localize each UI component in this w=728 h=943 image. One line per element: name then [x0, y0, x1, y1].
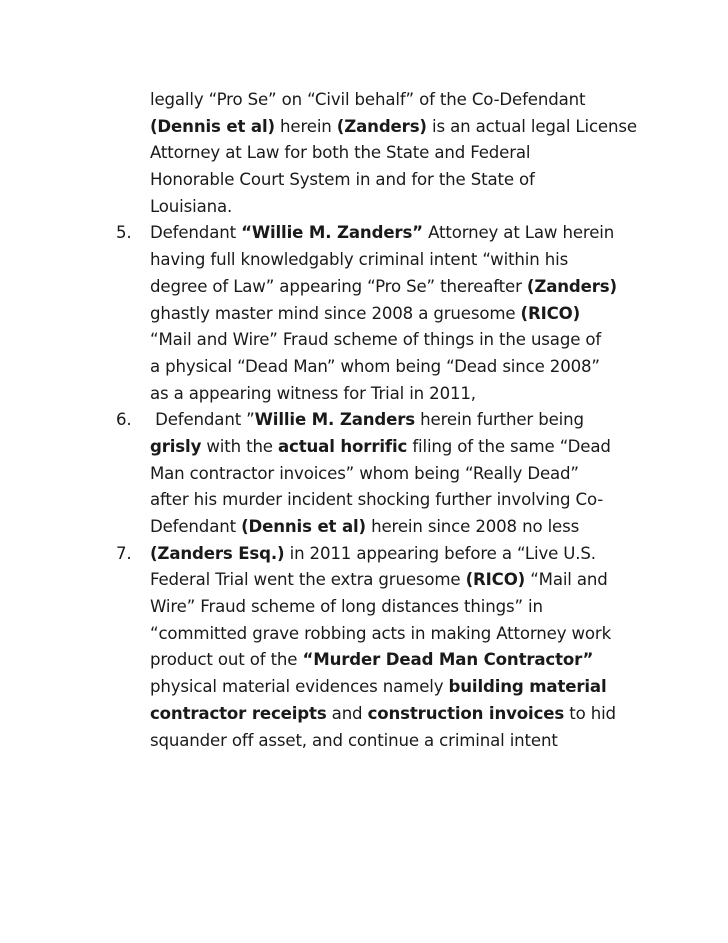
bold-text-run: (Zanders) [336, 116, 427, 136]
text-line [116, 647, 696, 674]
list-item-first-line [116, 541, 696, 568]
text-line [116, 487, 696, 514]
text-line [116, 728, 696, 755]
text-line [116, 674, 696, 701]
text-line [116, 167, 696, 194]
bold-text-run: Willie M. Zanders [254, 410, 416, 430]
text-run: a physical “Dead Man” whom being “Dead since 2008” [150, 356, 600, 376]
text-line [116, 247, 696, 274]
bold-text-run: (Zanders Esq.) [150, 543, 285, 563]
bold-text-run: (RICO) [465, 570, 526, 590]
text-run: “Mail and [525, 570, 608, 590]
text-run: Federal Trial went the extra gruesome [150, 570, 466, 590]
text-run: herein [274, 116, 337, 136]
text-run: Attorney at Law for both the State and Federal [150, 143, 531, 163]
text-run: in 2011 appearing before a “Live U.S. [284, 543, 596, 563]
text-line [116, 327, 696, 354]
text-run: and [326, 703, 368, 723]
text-line [116, 87, 696, 114]
bold-text-run: grisly [150, 436, 202, 456]
text-line [116, 434, 696, 461]
text-line [116, 567, 696, 594]
bold-text-run: (RICO) [520, 303, 581, 323]
list-item-number: 6. [116, 410, 132, 430]
text-run: with the [201, 436, 278, 456]
text-run: legally “Pro Se” on “Civil behalf” of the Co-Defendant [150, 90, 586, 109]
text-run: after his murder incident shocking further involving Co- [150, 490, 604, 510]
text-run: ghastly master mind since 2008 a gruesome [150, 303, 521, 323]
text-line [116, 514, 696, 541]
bold-text-run: contractor receipts [150, 703, 327, 723]
bold-text-run: construction invoices [367, 703, 565, 723]
text-line [116, 381, 696, 408]
text-run: as a appearing witness for Trial in 2011, [150, 383, 476, 403]
text-run: Defendant ” [150, 410, 255, 430]
text-run: Attorney at Law herein [422, 223, 615, 243]
bold-text-run: (Dennis et al) [150, 116, 275, 136]
text-run: to hid [564, 703, 616, 723]
text-run: Wire” Fraud scheme of long distances things” in [150, 597, 543, 617]
text-run: “Mail and Wire” Fraud scheme of things in the usage of [150, 330, 602, 350]
bold-text-run: “Murder Dead Man Contractor” [302, 650, 594, 670]
text-line [116, 194, 696, 221]
text-run: Louisiana. [150, 196, 233, 216]
bold-text-run: “Willie M. Zanders” [241, 223, 423, 243]
bold-text-run: building material [448, 677, 607, 697]
bold-text-run: (Dennis et al) [241, 517, 366, 536]
bold-text-run: (Zanders) [526, 276, 617, 296]
text-run: herein further being [415, 410, 584, 430]
bold-text-run: actual horrific [278, 436, 408, 456]
text-run: Defendant [150, 223, 242, 243]
text-run: herein since 2008 no less [365, 517, 580, 536]
text-run: squander off asset, and continue a criminal intent [150, 730, 558, 750]
text-run: physical material evidences namely [150, 677, 449, 697]
text-line [116, 114, 696, 141]
list-item-first-line [116, 220, 696, 247]
text-line [116, 594, 696, 621]
list-item-first-line [116, 407, 696, 434]
document-body [116, 87, 696, 754]
text-run: Defendant [150, 517, 242, 536]
text-line [116, 140, 696, 167]
text-run: product out of the [150, 650, 303, 670]
text-run: Honorable Court System in and for the State of [150, 170, 535, 190]
text-line [116, 701, 696, 728]
text-line [116, 274, 696, 301]
list-item-number: 7. [116, 543, 132, 563]
text-run: degree of Law” appearing “Pro Se” thereafter [150, 276, 527, 296]
text-run: having full knowledgably criminal intent “within his [150, 250, 569, 270]
text-line [116, 461, 696, 488]
text-run: “committed grave robbing acts in making Attorney work [150, 623, 612, 643]
text-line [116, 301, 696, 328]
text-run: filing of the same “Dead [407, 436, 611, 456]
text-line [116, 354, 696, 381]
text-run: Man contractor invoices” whom being “Really Dead” [150, 463, 579, 483]
text-run: is an actual legal License [426, 116, 637, 136]
text-line [116, 621, 696, 648]
list-item-number: 5. [116, 223, 132, 243]
